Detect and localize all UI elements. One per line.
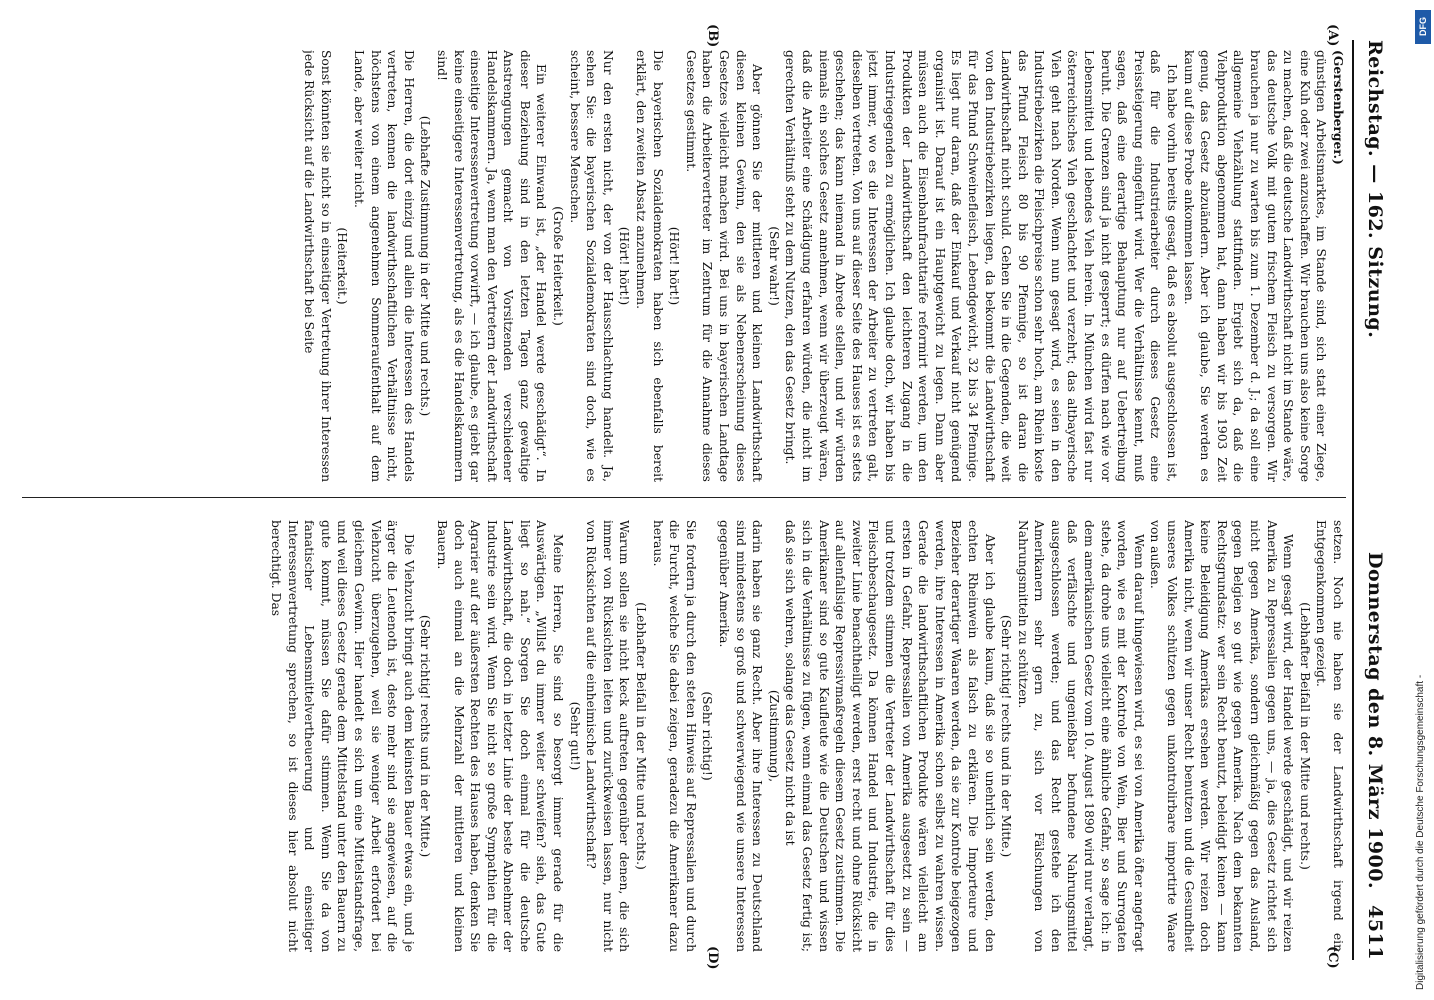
paragraph: Nur den ersten nicht, der von der Hausschlachtung handelt. Ja, sehen Sie: die bayerischen Sozialdemokraten sind doch, wie es scheint, bessere Menschen. bbox=[567, 50, 615, 482]
margin-marker-a: (A) bbox=[1325, 24, 1340, 47]
interjection: (Sehr richtig! rechts und in der Mitte.) bbox=[418, 614, 433, 858]
paragraph: setzen. Noch nie haben sie der Landwirthschaft irgend ein Entgegenkommen gezeigt. bbox=[1314, 520, 1345, 952]
header-date: Donnerstag den 8. März 1900. bbox=[1364, 552, 1386, 890]
interjection: (Lebhafter Beifall in der Mitte und rechts.) bbox=[634, 602, 649, 870]
paragraph: darin haben sie ganz Recht. Aber ihre Interessen zu Deutschland sind mindestens so groß und schwerwiegend wie unsere Interessen gegenüber Amerika. bbox=[717, 520, 765, 952]
digitization-watermark bbox=[1412, 10, 1434, 990]
paragraph: Aber gönnen Sie der mittleren und kleinen Landwirthschaft diesen kleinen Gewinn, den sie als Nebenerscheinung dieses Gesetzes vielleicht machen wird. Bei uns in bayerischen Landtage haben die Arbeitervertreter im Zentrum für die Annahme dieses Gesetzes gestimmt. bbox=[683, 50, 765, 482]
header-rule bbox=[1352, 40, 1354, 960]
left-column bbox=[22, 50, 1346, 482]
paragraph: Die bayerischen Sozialdemokraten haben sich ebenfalls bereit erklärt, den zweiten Absatz anzunehmen. bbox=[634, 50, 665, 482]
interjection: (Sehr gut!) bbox=[567, 701, 582, 771]
interjection: (Sehr richtig!) bbox=[700, 691, 715, 781]
watermark-text: Digitalisierung gefördert durch die Deutsche Forschungsgemeinschaft - bbox=[1415, 674, 1426, 990]
right-column bbox=[22, 520, 1346, 952]
interjection: (Zustimmung), bbox=[766, 689, 781, 783]
interjection: (Sehr richtig! rechts und in der Mitte.) bbox=[999, 614, 1014, 858]
interjection: (Heiterkeit.) bbox=[335, 227, 350, 305]
paragraph: Ich habe vorhin bereits gesagt, daß es absolut ausgeschlossen ist, daß für die Industriearbeiter durch dieses Gesetz eine Preissteigerung eingeführt wird. Wer die Verhältnisse kennt, muß sagen, daß eine derartige Behauptung nur auf Uebertreibung beruht. Die Grenzen sind ja nicht gesperrt; es dürfen nach wie vor Lebensmittel und lebendes Vieh herein. In München wird fast nur österreichisches Vieh geschlachtet und verzehrt; das altbayerische Vieh geht nach Norden. Wenn nun gesagt wird, es seien in den Industriebezirken die Fleischpreise schon sehr hoch, am Rhein koste das Pfund Fleisch 80 bis 90 Pfennige, so ist daran die Landwirthschaft nicht schuld. Gehen Sie in die Gegenden, die weit von den Industriebezirken liegen, da bekommt die Landwirthschaft für das Pfund Schweinefleisch, Lebendgewicht, 32 bis 34 Pfennige. Es liegt nur daran, daß der Einkauf und Verkauf nicht genügend organisirt ist. Darauf ist ein Hauptgewicht zu legen. Dann aber müssen auch die Eisenbahnfrachttarife reformirt werden, um den Produkten der Landwirthschaft den leichteren Zugang in die Industriegegenden zu ermöglichen. Ich glaube doch, wir haben bis jetzt immer, wo es die Interessen der Arbeiter zu vertreten galt, dieselben vertreten. Von uns auf dieser Seite des Hauses ist es stets geschehen; das kann niemand in Abrede stellen, und wir würden niemals ein solches Gesetz annehmen, wenn wir überzeugt wären, daß die Arbeiter eine Schädigung erfahren würden, die nicht im gerechten Verhältniß steht zu dem Nutzen, den das Gesetz bringt. bbox=[783, 50, 1180, 482]
interjection: (Lebhafter Beifall in der Mitte und rechts.) bbox=[1297, 602, 1312, 870]
paragraph: Die Herren, die dort einzig und allein die Interessen des Handels vertreten, kennen die landwirthschaftlichen Verhältnisse nicht, höchstens von einem angenehmen Sommeraufenthalt auf dem Lande, aber weiter nicht. bbox=[351, 50, 416, 482]
margin-marker-b: (B) bbox=[705, 24, 720, 48]
interjection: (Große Heiterkeit.) bbox=[551, 206, 566, 326]
interjection: (Lebhafte Zustimmung in der Mitte und rechts.) bbox=[418, 115, 433, 417]
margin-marker-c: (C) bbox=[1325, 946, 1340, 969]
interjection: (Sehr wahr!) bbox=[766, 226, 781, 306]
paragraph: Wenn darauf hingewiesen wird, es sei von Amerika öfter angefragt worden, wie es mit der Kontrole von Wein, Bier und Surrogaten stehe, da drohe uns vielleicht eine ähnliche Gefahr, so sage ich: in dem amerikanischen Gesetz vom 10. August 1890 wird nur verlangt, daß verfälschte und ungenießbar befundene Nahrungsmittel ausgeschlossen werden; und das Recht gestehe ich den Amerikanern sehr gern zu, sich vor Fälschungen von Nahrungsmitteln zu schützen. bbox=[1015, 520, 1146, 952]
paragraph: günstigen Arbeitsmarktes, im Stande sind, sich statt einer Ziege, eine Kuh oder zwei anzuschaffen. Wir brauchen uns also keine Sorge zu machen, daß die deutsche Landwirthschaft nicht im Stande wäre, das deutsche Volk mit gutem frischem Fleisch zu versorgen. Wir brauchen ja nur zu warten bis zum 1. Dezember d. J.; da soll eine allgemeine Viehzählung stattfinden. Ergiebt sich da, daß die Viehproduktion abgenommen hat, dann haben wir bis 1903 Zeit genug, das Gesetz abzuändern. Aber ich glaube, Sie werden es kaum auf diese Probe ankommen lassen. bbox=[1181, 50, 1329, 482]
margin-marker-d: (D) bbox=[705, 946, 720, 970]
dfg-logo: DFG bbox=[1415, 10, 1431, 44]
paragraph: Meine Herren, Sie sind so besorgt immer gerade für die Auswärtigen. „Willst du immer weiter schweifen? sieh, das Gute liegt so nah.“ Sorgen Sie doch einmal für die deutsche Landwirthschaft, die doch in letzter Linie der beste Abnehmer der Industrie sein wird. Wenn Sie nicht so große Sympathien für die Agrarier auf der äußersten Rechten des Hauses haben, denken Sie doch auch einmal an die Mehrzahl der mittleren und kleinen Bauern. bbox=[434, 520, 566, 952]
speaker-name: (Gerstenberger.) bbox=[1331, 50, 1346, 165]
paragraph: Die Viehzucht bringt auch dem kleinsten Bauer etwas ein, und je ärger die Leutenoth ist, desto mehr sind sie angewiesen, auf die Viehzucht überzugehen, weil sie weniger Arbeit erfordert bei gleichem Gewinn. Hier handelt es sich um eine Mittelstandsfrage, und weil dieses Gesetz gerade dem Mittelstand unter den Bauern zu gute kommt, müssen Sie dafür stimmen. Wenn Sie da von fanatischer Lebensmittelvertheuerung und einseitiger Interessenvertretung sprechen, so ist dieses hier absolut nicht berechtigt. Das bbox=[269, 520, 416, 952]
page-number: 4511 bbox=[1364, 905, 1386, 960]
paragraph: Warum sollen sie nicht keck auftreten gegenüber denen, die sich immer von Rücksichten leiten und zurückweisen lassen, nur nicht von Rücksichten auf die einheimische Landwirthschaft? bbox=[584, 520, 632, 952]
paragraph: Ein weiterer Einwand ist, „der Handel werde geschädigt“. In dieser Beziehung sind in den letzten Tagen ganz gewaltige Anstrengungen gemacht von Vorsitzenden verschiedener Handelskammern. Ja, wenn man den Vertretern der Landwirthschaft einseitige Interessenvertretung vorwirft, — ich glaube, es giebt gar keine einseitigere Interessenvertretung, als es die Handelskammern sind! bbox=[434, 50, 549, 482]
paragraph: Sie fordern ja durch den steten Hinweis auf Repressalien und durch die Furcht, welche Sie dabei zeigen, geradezu die Amerikaner dazu heraus. bbox=[650, 520, 698, 952]
paragraph: Wenn gesagt wird, der Handel werde geschädigt, und wir reizen Amerika zu Repressalien gegen uns, — ja, dies Gesetz richtet sich nicht gegen Amerika, sondern gleichmäßig gegen das Ausland, gegen Belgien so gut wie gegen Amerika. Nach dem bekannten Rechtsgrundsatz: wer sein Recht benutzt, beleidigt keinen — kann keine Beleidigung Amerikas ersehen werden. Wir reizen doch Amerika nicht, wenn wir unser Recht benutzen und die Gesundheit unseres Volkes schützen gegen unkontrolirbare importirte Waare von außen. bbox=[1148, 520, 1296, 952]
interjection: (Hört! hört!) bbox=[617, 226, 632, 306]
column-divider bbox=[22, 497, 1346, 498]
paragraph: Aber ich glaube kaum, daß sie so unehrlich sein werden, den echten Rheinwein als falsch zu erklären. Die Importeure und Bezieher derartiger Waaren werden, da sie zur Kontrole beigezogen werden, ihre Interessen in Amerika schon selbst zu wahren wissen. Gerade die landwirthschaftlichen Produkte wären vielleicht am ersten in Gefahr, Repressalien von Amerika ausgesetzt zu sein — und trotzdem stimmen die Vertreter der Landwirthschaft für dies Fleischbeschaugesetz. Da können Handel und Industrie, die in zweiter Linie benachtheiligt werden, erst recht und ohne Rücksicht auf allenfallsige Repressivmaßregeln diesem Gesetz zustimmen. Die Amerikaner sind so gute Kaufleute wie die Deutschen und wissen sich in die Verhältnisse zu fügen, wenn einmal das Gesetz fertig ist; daß sie sich wehren, solange das Gesetz nicht da ist bbox=[783, 520, 997, 952]
page-header bbox=[1358, 40, 1392, 960]
paragraph: Sonst könnten sie nicht so in einseitiger Vertretung ihrer Interessen jede Rücksicht auf die Landwirthschaft bei Seite bbox=[302, 50, 333, 482]
header-title: Reichstag. — 162. Sitzung. bbox=[1364, 40, 1386, 339]
interjection: (Hört! hört!) bbox=[667, 226, 682, 306]
